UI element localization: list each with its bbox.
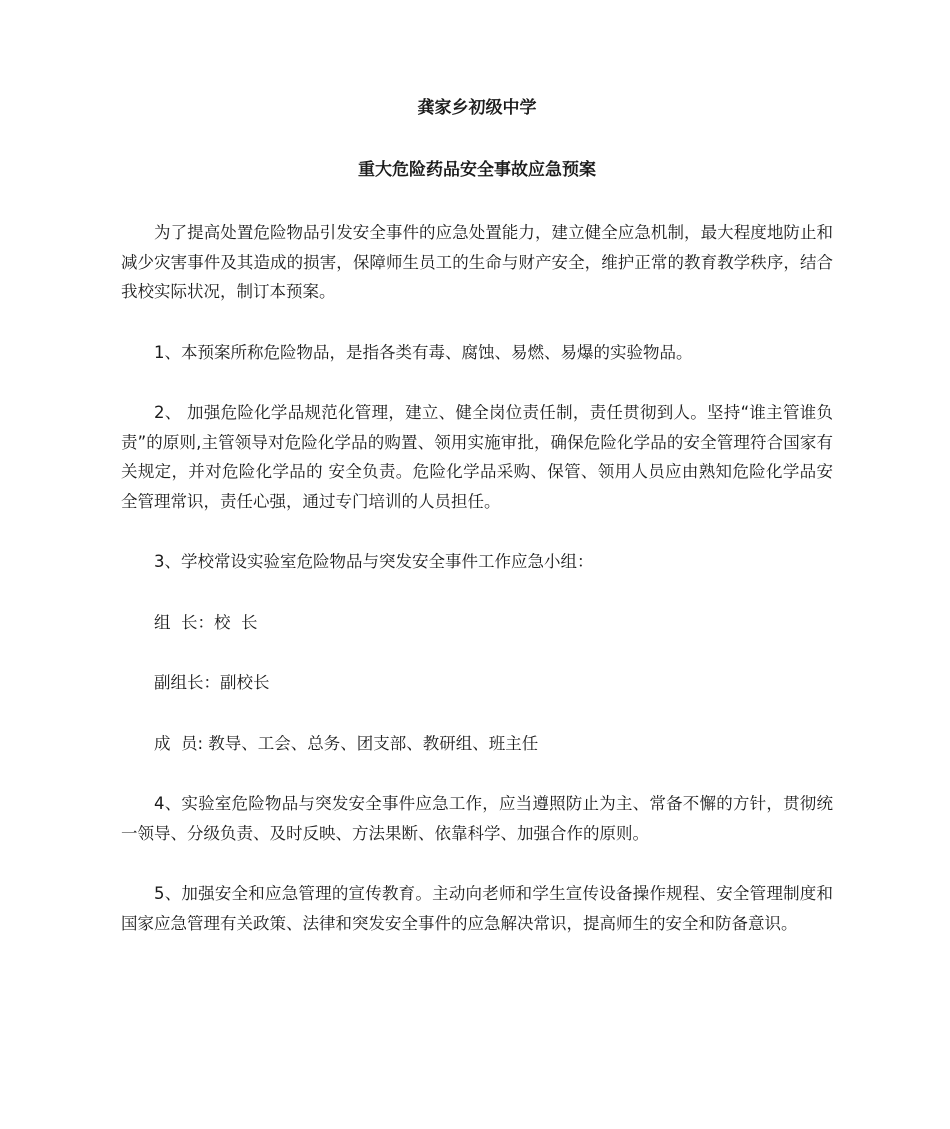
team-members-line: 成 员: 教导、工会、总务、团支部、教研组、班主任 bbox=[154, 733, 539, 753]
paragraph-4-principles: 4、实验室危险物品与突发安全事件应急工作，应当遵照防止为主、常备不懈的方针，贯彻统一领导、分级负责、及时反映、方法果断、依靠科学、加强合作的原则。 bbox=[121, 794, 833, 843]
paragraph-1-definition: 1、本预案所称危险物品，是指各类有毒、腐蚀、易燃、易爆的实验物品。 bbox=[154, 342, 693, 362]
document-page bbox=[121, 0, 833, 938]
paragraph-5-education: 5、加强安全和应急管理的宣传教育。主动向老师和学生宣传设备操作规程、安全管理制度和国家应急管理有关政策、法律和突发安全事件的应急解决常识，提高师生的安全和防备意识。 bbox=[121, 884, 833, 933]
plan-title-heading: 重大危险药品安全事故应急预案 bbox=[358, 160, 596, 180]
team-leader-line: 组 长：校 长 bbox=[154, 612, 258, 632]
intro-paragraph: 为了提高处置危险物品引发安全事件的应急处置能力，建立健全应急机制，最大程度地防止和减少灾害事件及其造成的损害，保障师生员工的生命与财产安全，维护正常的教育教学秩序，结合我校实际状况，制订本预案。 bbox=[121, 223, 833, 301]
paragraph-3-team: 3、学校常设实验室危险物品与突发安全事件工作应急小组： bbox=[154, 552, 594, 571]
paragraph-2-management: 2、 加强危险化学品规范化管理，建立、健全岗位责任制，责任贯彻到人。坚持“谁主管谁负责”的原则,主管领导对危险化学品的购置、领用实施审批，确保危险化学品的安全管理符合国家有关规定，并对危险化学品的 安全负责。危险化学品采购、保管、领用人员应由熟知危险化学品安全管理常识，责任心强，通过专门培训的人员担任。 bbox=[121, 403, 833, 511]
team-deputy-line: 副组长：副校长 bbox=[154, 673, 270, 692]
school-name-heading: 龚家乡初级中学 bbox=[417, 98, 537, 118]
